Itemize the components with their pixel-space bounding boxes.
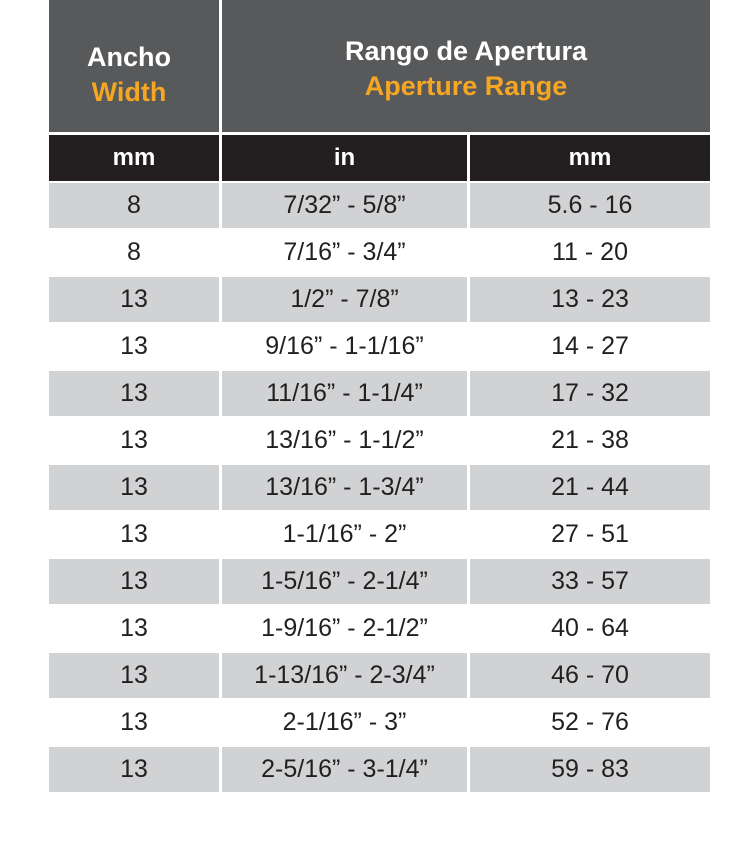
unit-range-mm: mm <box>467 135 710 181</box>
table-row <box>49 510 710 557</box>
table-row <box>49 463 710 510</box>
range-in-cell: 9/16” - 1-1/16” <box>219 324 467 369</box>
range-mm-cell: 21 - 38 <box>467 418 710 463</box>
width-cell: 13 <box>49 371 219 416</box>
width-cell: 13 <box>49 653 219 698</box>
range-in-cell: 7/32” - 5/8” <box>219 183 467 228</box>
range-in-cell: 13/16” - 1-3/4” <box>219 465 467 510</box>
range-header-es: Rango de Apertura <box>344 35 588 66</box>
width-cell: 13 <box>120 332 148 360</box>
table-row <box>49 228 710 275</box>
width-cell: 13 <box>120 426 148 454</box>
range-mm-cell: 21 - 44 <box>467 465 710 510</box>
width-cell: 8 <box>49 183 219 228</box>
width-header-es: Ancho <box>87 41 171 72</box>
width-cell: 13 <box>120 614 148 642</box>
table-row <box>49 745 710 792</box>
range-mm-cell: 17 - 32 <box>467 371 710 416</box>
range-mm-cell: 46 - 70 <box>467 653 710 698</box>
unit-range-in: in <box>219 135 467 181</box>
aperture-range-table <box>49 0 710 792</box>
range-in-cell: 1/2” - 7/8” <box>219 277 467 322</box>
table-row <box>49 369 710 416</box>
range-mm-cell: 5.6 - 16 <box>467 183 710 228</box>
range-in-cell: 1-13/16” - 2-3/4” <box>219 653 467 698</box>
range-mm-cell: 13 - 23 <box>467 277 710 322</box>
width-cell: 13 <box>49 277 219 322</box>
range-in-cell: 13/16” - 1-1/2” <box>219 418 467 463</box>
width-cell: 13 <box>49 465 219 510</box>
width-cell: 13 <box>49 559 219 604</box>
range-in-cell: 2-1/16” - 3” <box>219 700 467 745</box>
width-cell: 13 <box>49 747 219 792</box>
table-row <box>49 557 710 604</box>
range-mm-cell: 33 - 57 <box>467 559 710 604</box>
range-in-cell: 2-5/16” - 3-1/4” <box>219 747 467 792</box>
table-row <box>49 322 710 369</box>
range-in-cell: 7/16” - 3/4” <box>219 230 467 275</box>
table-row <box>49 181 710 228</box>
range-mm-cell: 11 - 20 <box>467 230 710 275</box>
range-header <box>219 0 710 132</box>
range-in-cell: 1-1/16” - 2” <box>219 512 467 557</box>
width-header <box>49 0 219 132</box>
range-in-cell: 1-5/16” - 2-1/4” <box>219 559 467 604</box>
table-row <box>49 416 710 463</box>
table-row <box>49 698 710 745</box>
units-header-row <box>49 135 710 181</box>
table-row <box>49 651 710 698</box>
range-mm-cell: 40 - 64 <box>467 606 710 651</box>
range-mm-cell: 59 - 83 <box>467 747 710 792</box>
range-in-cell: 1-9/16” - 2-1/2” <box>219 606 467 651</box>
table-row <box>49 275 710 322</box>
table-body <box>49 181 710 792</box>
range-mm-cell: 14 - 27 <box>467 324 710 369</box>
width-cell: 8 <box>127 238 141 266</box>
table-header <box>49 0 710 132</box>
width-cell: 13 <box>120 708 148 736</box>
table-row <box>49 604 710 651</box>
range-header-en: Aperture Range <box>364 71 568 101</box>
range-mm-cell: 27 - 51 <box>467 512 710 557</box>
range-in-cell: 11/16” - 1-1/4” <box>219 371 467 416</box>
width-cell: 13 <box>120 520 148 548</box>
width-header-en: Width <box>91 77 167 107</box>
unit-width-mm: mm <box>112 144 156 171</box>
range-mm-cell: 52 - 76 <box>467 700 710 745</box>
